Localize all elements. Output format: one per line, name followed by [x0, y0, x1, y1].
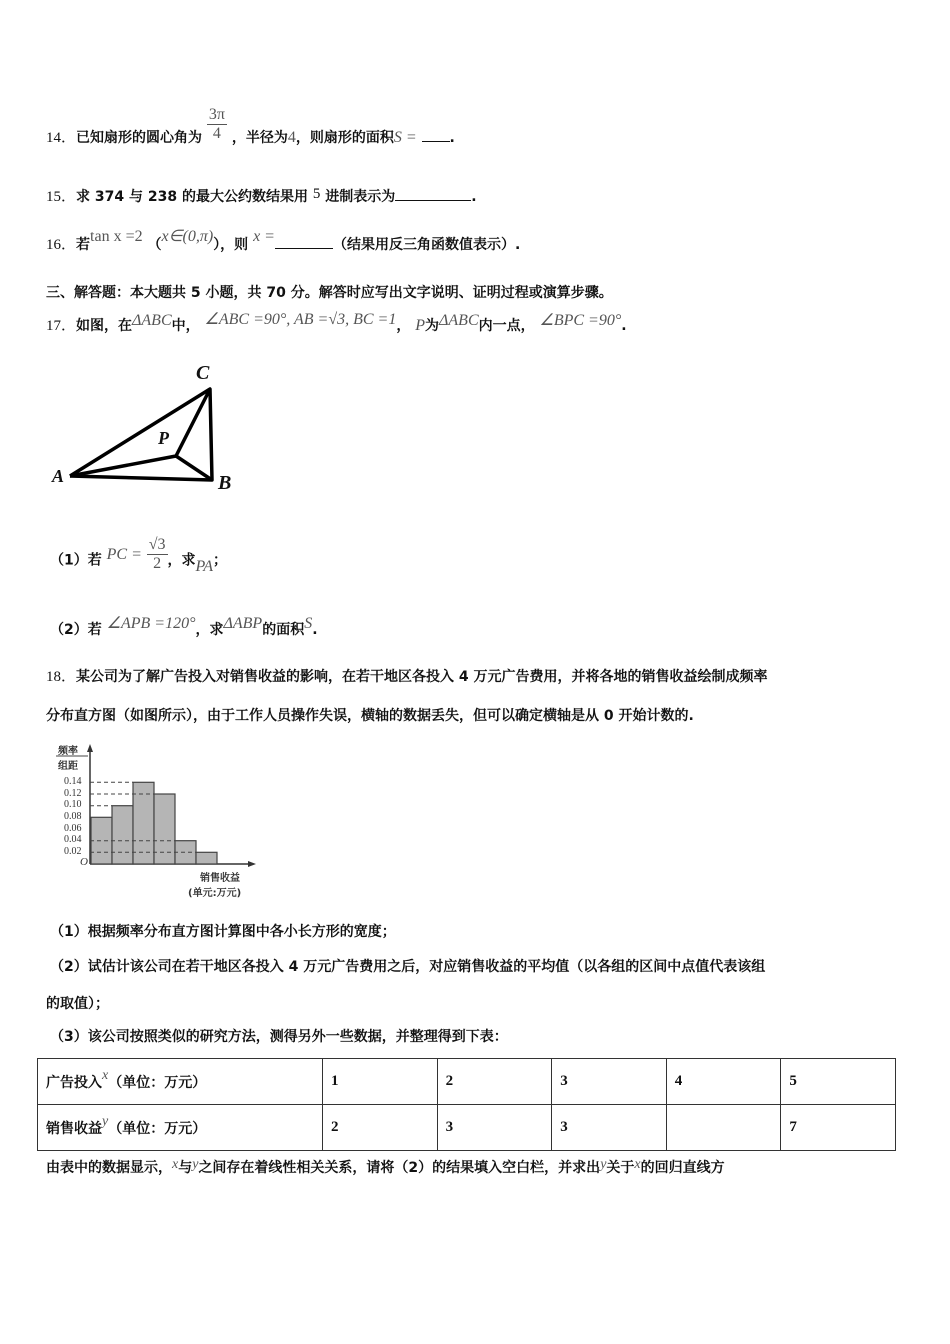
question-number: 18． [46, 669, 77, 685]
q18-text-line1: 某公司为了解广告投入对销售收益的影响，在若干地区各投入 4 万元广告费用，并将各地的销售收益绘制成频率 [76, 669, 768, 685]
table-cell: 1 [323, 1059, 438, 1105]
ytick-0.12: 0.12 [64, 788, 82, 799]
angle-apb: ∠APB =120° [106, 615, 196, 632]
answer-blank[interactable] [422, 127, 450, 142]
table-row-y [38, 1105, 896, 1151]
q17-text-d: 为 [425, 318, 439, 334]
x-domain: x∈(0,π) [161, 228, 214, 245]
unit-text: （单位：万元） [108, 1120, 207, 1137]
header-text: 广告投入 [46, 1074, 102, 1091]
q18-part-1 [50, 922, 396, 942]
x-label: 销售收益 [200, 873, 240, 884]
q17-text-e: 内一点， [478, 318, 535, 334]
question-18-line2 [46, 706, 694, 726]
q14-text-a: 已知扇形的圆心角为 [76, 130, 203, 146]
ad-sales-table [37, 1058, 896, 1151]
part-label: （1）若 [50, 552, 102, 569]
fraction-denominator: 2 [153, 555, 162, 572]
y-label-bottom: 组距 [58, 761, 78, 772]
text: 与 [178, 1160, 193, 1176]
question-16 [46, 228, 521, 255]
var-x: x [172, 1157, 179, 1172]
part-text: （1）根据频率分布直方图计算图中各小长方形的宽度； [50, 924, 396, 940]
table-cell: 3 [437, 1105, 552, 1151]
var-x: x [634, 1157, 641, 1172]
question-number: 17． [46, 318, 77, 334]
part-text: （3）该公司按照类似的研究方法，测得另外一些数据，并整理得到下表： [50, 1029, 508, 1045]
comma: ， [396, 318, 411, 334]
period: . [312, 622, 318, 638]
base-value: 5 [312, 186, 321, 202]
radius-value: 4 [287, 129, 296, 146]
q16-text-c: （结果用反三角函数值表示）. [332, 237, 521, 253]
answer-blank[interactable] [275, 234, 333, 249]
q18-part-2-line1 [50, 957, 765, 977]
var-y: y [192, 1157, 199, 1172]
q17-part-2 [50, 615, 318, 640]
label-p: P [158, 428, 169, 448]
part-text-b: 的面积 [262, 622, 305, 638]
ytick-0.10: 0.10 [64, 799, 82, 810]
section-3-header [46, 283, 613, 303]
triangle-abc-2: ΔABC [439, 312, 479, 329]
table-cell-blank[interactable] [666, 1105, 781, 1151]
table-row-x [38, 1059, 896, 1105]
question-number: 14． [46, 130, 77, 146]
label-b: B [218, 472, 232, 494]
question-17 [46, 311, 627, 336]
table-cell: 5 [781, 1059, 896, 1105]
section-title: 三、解答题：本大题共 5 小题，共 70 分。解答时应写出文字说明、证明过程或演算步骤。 [46, 285, 613, 301]
part-text: ，求 [195, 622, 224, 638]
q18-part-2-line2 [46, 994, 109, 1014]
given-conditions: ∠ABC =90°, AB =√3, BC =1 [204, 311, 397, 328]
triangle-figure [50, 362, 250, 494]
q15-text-a: 求 374 与 238 的最大公约数结果用 [76, 189, 308, 205]
origin-label: O [80, 856, 88, 868]
period: . [449, 130, 455, 146]
q15-text-b: 进制表示为 [325, 189, 396, 205]
var-x: x [102, 1067, 109, 1083]
table-cell: 2 [323, 1105, 438, 1151]
x-variable: x = [253, 228, 275, 245]
part-text: ，求 [167, 552, 196, 569]
q18-text-line2: 分布直方图（如图所示），由于工作人员操作失误，横轴的数据丢失，但可以确定横轴是从 0 开始计数的. [46, 708, 694, 724]
fraction-numerator: √3 [148, 536, 166, 553]
q18-part-3 [50, 1027, 508, 1047]
tan-condition: tan x =2 [90, 228, 143, 245]
point-p: P [415, 317, 425, 334]
ytick-0.04: 0.04 [64, 834, 82, 845]
pc-expr: PC = [106, 545, 142, 563]
header-text: 销售收益 [46, 1120, 102, 1137]
table-cell: 7 [781, 1105, 896, 1151]
ytick-0.02: 0.02 [64, 846, 82, 857]
text: 由表中的数据显示， [46, 1160, 172, 1176]
angle-fraction [207, 106, 227, 143]
label-c: C [196, 362, 210, 384]
question-number: 16． [46, 237, 77, 253]
var-y: y [102, 1113, 109, 1129]
answer-blank[interactable] [395, 186, 471, 201]
target-pa: PA [195, 557, 214, 575]
text: 之间存在着线性相关关系，请将（2）的结果填入空白栏，并求出 [198, 1160, 601, 1176]
text: 关于 [606, 1160, 635, 1176]
ytick-0.14: 0.14 [64, 776, 82, 787]
text: 的回归直线方 [640, 1160, 725, 1176]
x-label-unit: (单元:万元) [188, 888, 242, 899]
q14-text-c: ，则扇形的面积 [295, 130, 394, 146]
period: . [621, 318, 627, 334]
fraction-numerator: 3π [208, 105, 225, 123]
period: . [471, 189, 477, 205]
var-y: y [600, 1157, 607, 1172]
question-number: 15． [46, 189, 77, 205]
q17-part-1 [50, 536, 228, 575]
ytick-0.06: 0.06 [64, 823, 82, 834]
row-header-sales-revenue [38, 1105, 323, 1151]
q17-text-b: 中， [171, 318, 200, 334]
table-cell: 3 [552, 1059, 667, 1105]
part-label: （2）若 [50, 622, 102, 638]
angle-bpc: ∠BPC =90° [539, 312, 622, 329]
q14-text-b: ，半径为 [231, 130, 288, 146]
question-15 [46, 186, 477, 207]
y-label-top: 频率 [58, 746, 78, 757]
question-18-line1 [46, 667, 768, 687]
triangle-abp: ΔABP [223, 615, 263, 632]
paren: （ [147, 237, 162, 253]
area-s: S [304, 615, 313, 632]
part-text: 的取值）； [46, 996, 109, 1012]
table-cell: 4 [666, 1059, 781, 1105]
sqrt3-over-2 [147, 536, 168, 573]
part-text: （2）试估计该公司在若干地区各投入 4 万元广告费用之后，对应销售收益的平均值（以各组的区间中点值代表该组 [50, 959, 766, 975]
area-symbol: S = [393, 129, 417, 146]
frequency-histogram [50, 742, 265, 902]
q16-text-a: 若 [76, 237, 91, 253]
q16-text-b: ），则 [213, 237, 249, 253]
fraction-denominator: 4 [212, 124, 221, 142]
q17-text-a: 如图，在 [76, 318, 133, 334]
ytick-0.08: 0.08 [64, 811, 82, 822]
triangle-abc: ΔABC [132, 312, 172, 329]
table-cell: 3 [552, 1105, 667, 1151]
semicolon: ； [213, 552, 228, 569]
row-header-ad-investment [38, 1059, 323, 1105]
table-cell: 2 [437, 1059, 552, 1105]
q18-after-table [46, 1158, 725, 1179]
label-a: A [52, 466, 65, 486]
unit-text: （单位：万元） [108, 1074, 207, 1091]
